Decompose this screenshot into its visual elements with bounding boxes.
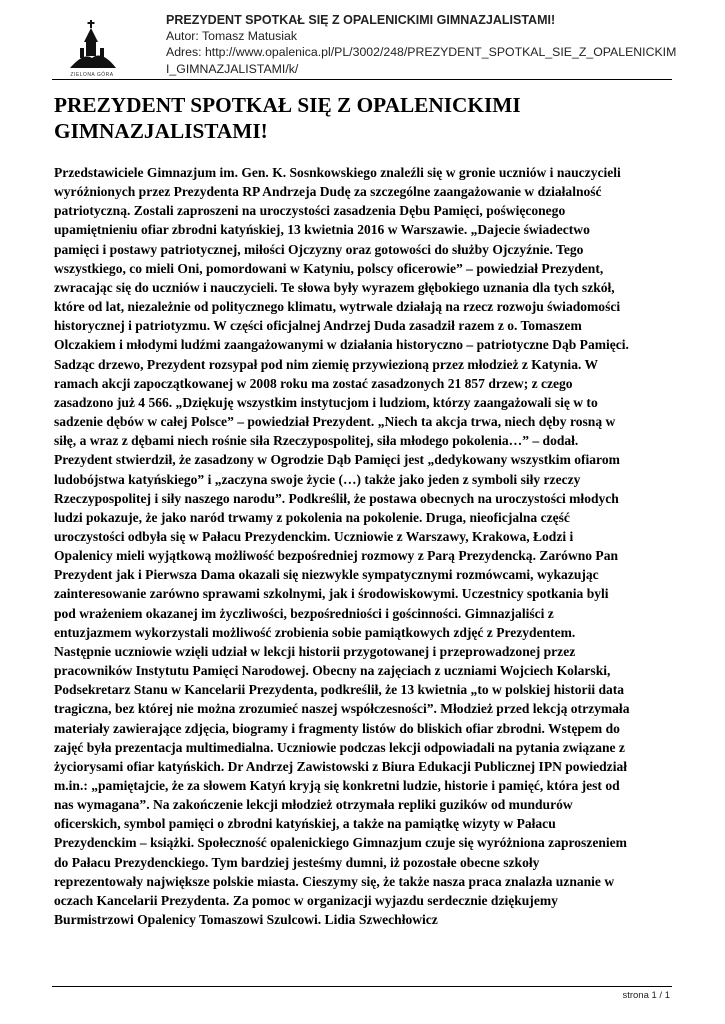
article-line: do Pałacu Prezydenckiego. Tym bardziej jesteśmy dumni, iż pozostałe obecne szkoły xyxy=(54,854,540,870)
article-line: tragiczna, bez której nie można zrozumieć naszej współczesności”. Młodzież przed lekcją otrzymała xyxy=(54,701,630,717)
article-line: siłę, a wraz z dębami niech rośnie siła Rzeczypospolitej, siła młodego pokolenia…” – dodał. xyxy=(54,433,579,449)
article-line: m.in.: „pamiętajcie, że za słowem Katyń kryją się konkretni ludzie, historie i pamięć, która jest od xyxy=(54,778,620,793)
article-body xyxy=(54,163,673,929)
article-line: Prezydent stwierdził, że zasadzony w Ogrodzie Dąb Pamięci jest „dedykowany wszystkim ofiarom xyxy=(54,452,620,468)
article-line: pamięci i postawy patriotycznej, miłości Ojczyzny oraz gotowości do służby Ojczyźnie. Tego xyxy=(54,241,584,257)
article-line: ramach akcji zapoczątkowanej w 2008 roku ma zostać zasadzonych 21 857 drzew; z czego xyxy=(54,375,573,391)
article-line: pod wrażeniem okazanej im życzliwości, bezpośredniości i gościnności. Gimnazjaliści z xyxy=(54,605,554,621)
article-line: Podsekretarz Stanu w Kancelarii Prezydenta, podkreślił, że 13 kwietnia „to w polskiej historii data xyxy=(54,682,625,698)
article-line: materiały zawierające zdjęcia, biogramy i fragmenty listów do bliskich ofiar zbrodni. Wstępem do xyxy=(54,720,620,736)
logo-caption: ZIELONA GÓRA xyxy=(70,72,114,78)
header-address-line1[interactable]: Adres: http://www.opalenica.pl/PL/3002/248/PREZYDENT_SPOTKAL_SIE_Z_OPALENICKIM xyxy=(166,45,677,60)
logo-icon xyxy=(62,18,122,74)
article-line: nas wymagana”. Na zakończenie lekcji młodzież otrzymała repliki guzików od mundurów xyxy=(54,797,573,813)
article-line: zasadzono już 4 566. „Dziękuję wszystkim instytucjom i ludziom, którzy zaangażowali się w to xyxy=(54,394,598,410)
article-line: wszystkiego, co mieli Oni, pomordowani w Katyniu, polscy oficerowie” – powiedział Prezydent, xyxy=(54,260,604,276)
article-line: oczach Kancelarii Prezydenta. Za pomoc w organizacji wyjazdu serdecznie dziękujemy xyxy=(54,892,558,908)
article-line: które od lat, niezależnie od politycznego klimatu, wytrwale działają na rzecz rozwoju świadomości xyxy=(54,299,621,315)
article-line: zajęć była prezentacja multimedialna. Uczniowie podczas lekcji odpowiadali na pytania związane z xyxy=(54,739,625,755)
article-line: Następnie uczniowie wzięli udział w lekcji historii przygotowanej i przeprowadzonej przez xyxy=(54,643,576,659)
article-line: reprezentowały największe polskie miasta. Cieszymy się, że także nasza praca znalazła uznanie w xyxy=(54,873,615,889)
header-title: PREZYDENT SPOTKAŁ SIĘ Z OPALENICKIMI GIMNAZJALISTAMI! xyxy=(166,13,556,27)
footer-divider xyxy=(52,986,672,987)
article-line: Przedstawiciele Gimnazjum im. Gen. K. Sosnkowskiego znaleźli się w gronie uczniów i nauczycieli xyxy=(54,165,621,180)
article-line: zwracając się do uczniów i nauczycieli. Te słowa były wyrazem głębokiego uznania dla tych szkół, xyxy=(54,279,615,295)
city-logo xyxy=(62,18,122,84)
article-title-line: PREZYDENT SPOTKAŁ SIĘ Z OPALENICKIMI xyxy=(54,93,521,117)
article-line: Olczakiem i młodymi ludźmi zaangażowanymi w działania historyczno – patriotyczne Dąb Pamięci. xyxy=(54,337,629,353)
article-line: ludobójstwa katyńskiego” i „zaczyna swoje życie (…) także jako jeden z symboli siły rzeczy xyxy=(54,471,581,487)
article-line: upamiętnieniu ofiar zbrodni katyńskiej, 13 kwietnia 2016 w Warszawie. „Dajecie świadectwo xyxy=(54,222,590,238)
article-line: życiorysami ofiar katyńskich. Dr Andrzej Zawistowski z Biura Edukacji Publicznej IPN powiedział xyxy=(54,758,627,774)
article-line: wyróżnionych przez Prezydenta RP Andrzeja Dudę za szczególne zaangażowanie w działalność xyxy=(54,184,602,200)
article-line: ludzi pokazuje, że jako naród trwamy z pokolenia na pokolenie. Druga, nieoficjalna część xyxy=(54,509,570,525)
article-title xyxy=(54,92,654,144)
article-line: Rzeczypospolitej i siły naszego narodu”. Podkreślił, że postawa obecnych na uroczystości młodych xyxy=(54,490,619,506)
article-line: Sadząc drzewo, Prezydent rozsypał pod nim ziemię przywiezioną przez młodzież z Katynia. W xyxy=(54,356,599,372)
document-meta xyxy=(166,12,681,77)
article-title-line: GIMNAZJALISTAMI! xyxy=(54,119,268,143)
article-line: sadzenie dębów w całej Polsce” – powiedział Prezydent. „Niech ta akcja trwa, niech dęby rosną w xyxy=(54,414,616,430)
article-line: Prezydenckim – książki. Społeczność opalenickiego Gimnazjum czuje się wyróżniona zaproszeniem xyxy=(54,835,627,851)
article-line: pracowników Instytutu Pamięci Narodowej. Obecny na zajęciach z uczniami Wojciech Kolarski, xyxy=(54,663,611,679)
article-line: Burmistrzowi Opalenicy Tomaszowi Szulcowi. Lidia Szwechłowicz xyxy=(54,912,438,928)
header-author: Autor: Tomasz Matusiak xyxy=(166,29,297,44)
header-address-line2[interactable]: I_GIMNAZJALISTAMI/k/ xyxy=(166,61,299,76)
article-line: Opalenicy mieli wyjątkową możliwość bezpośredniej rozmowy z Parą Prezydencką. Zarówno Pan xyxy=(54,548,619,564)
article-line: patriotyczną. Zostali zaproszeni na uroczystości zasadzenia Dębu Pamięci, poświęconego xyxy=(54,203,566,219)
page-number: strona 1 / 1 xyxy=(622,990,670,1001)
article-line: uroczystości odbyła się w Pałacu Prezydenckim. Uczniowie z Warszawy, Krakowa, Łodzi i xyxy=(54,528,574,544)
article-line: zainteresowanie zarówno sprawami szkolnymi, jak i środowiskowymi. Uczestnicy spotkania byli xyxy=(54,586,609,602)
article-line: Prezydent jak i Pierwsza Dama okazali się niezwykle sympatycznymi rozmówcami, wykazując xyxy=(54,567,599,583)
header-divider xyxy=(52,79,672,80)
article-line: historycznej i patriotyzmu. W części oficjalnej Andrzej Duda zasadził razem z o. Tomaszem xyxy=(54,318,582,334)
article-line: oficerskich, symbol pamięci o zbrodni katyńskiej, a także na pamiątkę wizyty w Pałacu xyxy=(54,816,556,832)
article-line: entuzjazmem wykorzystali możliwość zrobienia sobie pamiątkowych zdjęć z Prezydentem. xyxy=(54,624,576,640)
